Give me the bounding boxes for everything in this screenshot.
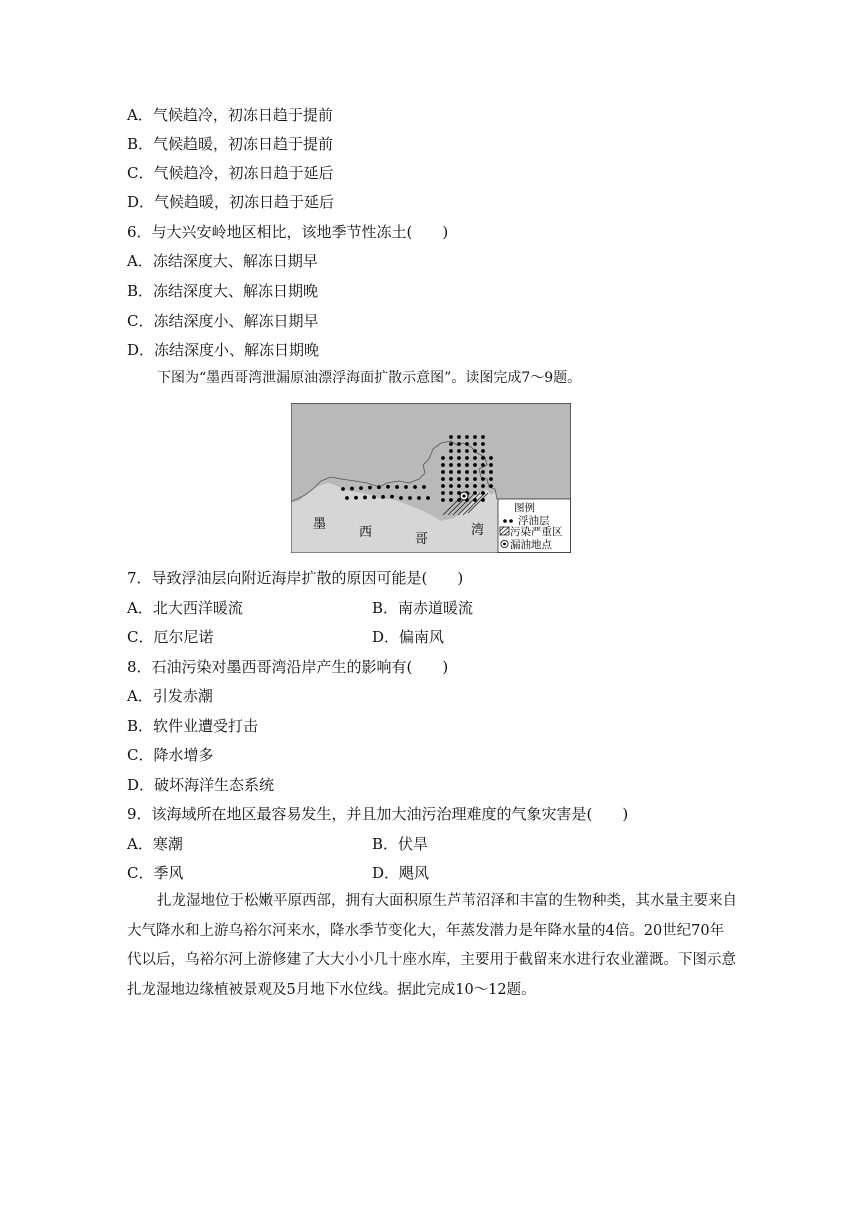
oil-dot xyxy=(359,486,363,490)
oil-dot xyxy=(489,456,493,460)
oil-dot xyxy=(449,435,453,439)
oil-dot xyxy=(377,485,381,489)
intro-7-9: 下图为“墨西哥湾泄漏原油漂浮海面扩散示意图”。读图完成7～9题。 xyxy=(157,370,582,386)
oil-dot xyxy=(473,470,477,474)
q5-option-c: C．气候趋冷，初冻日趋于延后 xyxy=(127,164,334,182)
oil-dot xyxy=(465,449,469,453)
oil-dot xyxy=(465,484,469,488)
oil-dot xyxy=(363,496,367,500)
q7-option-c: C．厄尔尼诺 xyxy=(127,628,214,646)
q9-option-d: D．飓风 xyxy=(372,864,430,882)
oil-dot xyxy=(441,470,445,474)
oil-dot xyxy=(417,496,421,500)
legend-item-spill-point: 漏油地点 xyxy=(510,539,552,551)
oil-dot xyxy=(489,463,493,467)
oil-dot xyxy=(345,496,349,500)
oil-dot xyxy=(481,456,485,460)
oil-dot xyxy=(481,442,485,446)
oil-dot xyxy=(457,484,461,488)
oil-dot xyxy=(372,495,376,499)
oil-dot xyxy=(408,496,412,500)
q5-option-a: A．气候趋冷，初冻日趋于提前 xyxy=(127,106,333,124)
oil-dot xyxy=(481,498,485,502)
oil-dot xyxy=(457,456,461,460)
oil-dot xyxy=(465,463,469,467)
intro-10-12 xyxy=(127,887,737,1005)
q6-option-c: C．冻结深度小、解冻日期早 xyxy=(127,312,319,330)
q5-option-b: B．气候趋暖，初冻日趋于提前 xyxy=(127,135,334,153)
oil-dot xyxy=(449,491,453,495)
oil-dot xyxy=(449,484,453,488)
oil-dot xyxy=(413,485,417,489)
oil-dot xyxy=(390,495,394,499)
oil-dot xyxy=(473,477,477,481)
oil-dot xyxy=(457,449,461,453)
legend-item-pollution-zone: 污染严重区 xyxy=(510,526,563,538)
oil-dot xyxy=(473,435,477,439)
oil-dot xyxy=(422,485,426,489)
oil-dot xyxy=(457,435,461,439)
oil-dot xyxy=(449,498,453,502)
oil-dot xyxy=(441,498,445,502)
oil-dot xyxy=(449,449,453,453)
sea-label-2: 西 xyxy=(359,525,373,540)
q9-option-c: C．季风 xyxy=(127,864,184,882)
oil-dot xyxy=(473,498,477,502)
q9-option-b: B．伏旱 xyxy=(372,835,429,853)
gulf-oil-spill-map xyxy=(291,403,571,553)
sea-label-3: 哥 xyxy=(415,532,429,547)
oil-dot xyxy=(404,485,408,489)
q8-option-d: D．破坏海洋生态系统 xyxy=(127,776,275,794)
oil-dot xyxy=(457,463,461,467)
oil-dot xyxy=(457,477,461,481)
q9-stem: 9．该海域所在地区最容易发生，并且加大油污治理难度的气象灾害是( ) xyxy=(127,805,629,823)
oil-dot xyxy=(465,456,469,460)
oil-dot xyxy=(395,485,399,489)
q6-stem: 6．与大兴安岭地区相比，该地季节性冻土( ) xyxy=(127,223,449,241)
oil-dot xyxy=(368,486,372,490)
legend-item-oil-layer: 浮油层 xyxy=(518,515,550,527)
q9-option-a: A．寒潮 xyxy=(127,835,183,853)
oil-dot xyxy=(449,456,453,460)
oil-dot xyxy=(481,484,485,488)
oil-dot xyxy=(441,456,445,460)
oil-dot xyxy=(441,491,445,495)
oil-dot xyxy=(341,487,345,491)
oil-dot xyxy=(449,442,453,446)
q6-option-d: D．冻结深度小、解冻日期晚 xyxy=(127,341,320,359)
oil-dot xyxy=(441,463,445,467)
oil-dot xyxy=(457,498,461,502)
oil-dot xyxy=(481,491,485,495)
oil-dot xyxy=(465,477,469,481)
oil-dot xyxy=(465,442,469,446)
oil-dot xyxy=(473,456,477,460)
oil-dot xyxy=(386,485,390,489)
oil-dot xyxy=(441,484,445,488)
oil-dot xyxy=(481,470,485,474)
oil-dot xyxy=(465,435,469,439)
oil-dot xyxy=(489,470,493,474)
oil-dot xyxy=(426,496,430,500)
intro-10-12-text: 扎龙湿地位于松嫩平原西部，拥有大面积原生芦苇沼泽和丰富的生物种类，其水量主要来自大气降水和上游乌裕尔河来水，降水季节变化大，年蒸发潜力是年降水量的4倍。20世纪70年代以后，乌裕尔河上游修建了大大小小几十座水库，主要用于截留来水进行农业灌溉。下图示意扎龙湿地边缘植被景观及5月地下水位线。据此完成10～12题。 xyxy=(127,893,737,998)
q7-option-b: B．南赤道暖流 xyxy=(372,599,474,617)
q8-option-a: A．引发赤潮 xyxy=(127,687,213,705)
oil-dot xyxy=(473,449,477,453)
oil-dot xyxy=(465,470,469,474)
q6-option-b: B．冻结深度大、解冻日期晚 xyxy=(127,282,319,300)
sea-label-4: 湾 xyxy=(471,523,485,538)
oil-dot xyxy=(481,463,485,467)
oil-dot xyxy=(473,484,477,488)
oil-dot xyxy=(457,470,461,474)
oil-dot xyxy=(481,435,485,439)
oil-dot xyxy=(381,495,385,499)
oil-dot xyxy=(481,477,485,481)
q8-option-b: B．软件业遭受打击 xyxy=(127,717,259,735)
oil-dot xyxy=(457,442,461,446)
q7-option-d: D．偏南风 xyxy=(372,628,445,646)
oil-dot xyxy=(354,496,358,500)
q7-option-a: A．北大西洋暖流 xyxy=(127,599,243,617)
oil-dot xyxy=(449,477,453,481)
q8-option-c: C．降水增多 xyxy=(127,746,214,764)
oil-dot xyxy=(473,463,477,467)
map-legend xyxy=(498,499,571,553)
legend-title: 图例 xyxy=(514,502,535,514)
oil-dot xyxy=(489,484,493,488)
oil-dot xyxy=(481,449,485,453)
q6-option-a: A．冻结深度大、解冻日期早 xyxy=(127,252,318,270)
q8-stem: 8．石油污染对墨西哥湾沿岸产生的影响有( ) xyxy=(127,658,449,676)
q5-option-d: D．气候趋暖，初冻日趋于延后 xyxy=(127,193,335,211)
oil-dot xyxy=(489,477,493,481)
oil-dot xyxy=(399,496,403,500)
oil-dot xyxy=(441,477,445,481)
oil-dot xyxy=(449,470,453,474)
oil-dot xyxy=(473,442,477,446)
q7-stem: 7．导致浮油层向附近海岸扩散的原因可能是( ) xyxy=(127,569,464,587)
spill-point-marker xyxy=(460,492,468,500)
oil-dot xyxy=(449,463,453,467)
legend-dot-icon xyxy=(503,519,507,523)
oil-dot xyxy=(350,487,354,491)
sea-label-1: 墨 xyxy=(313,517,327,532)
oil-dot xyxy=(473,491,477,495)
